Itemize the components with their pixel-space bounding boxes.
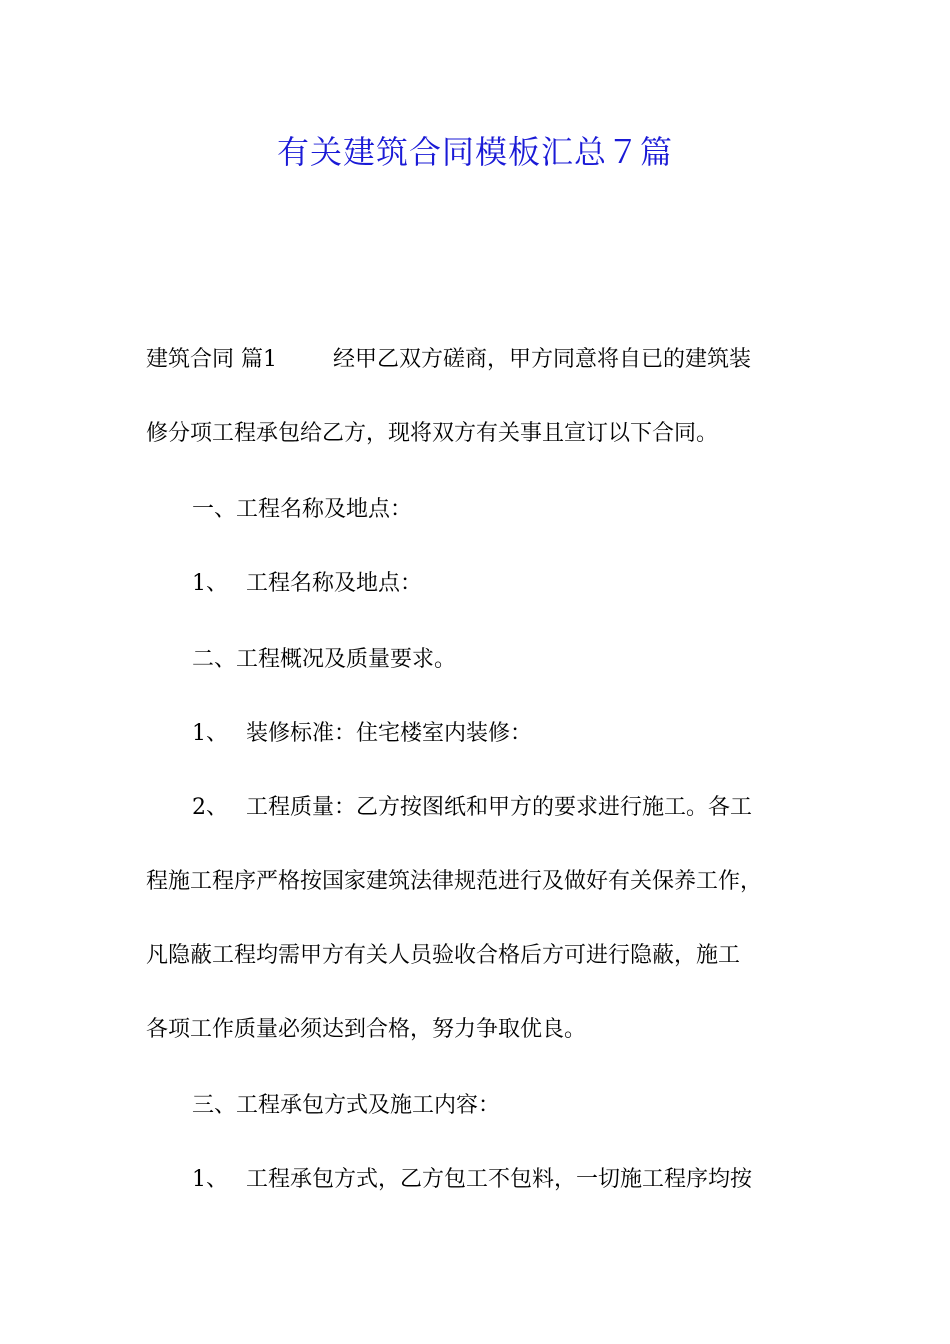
item-text: 工程承包方式，乙方包工不包料，一切施工程序均按 [246,1167,753,1192]
section-1-item-1 [192,566,892,602]
intro-line-1 [146,342,846,378]
intro-line-2: 修分项工程承包给乙方，现将双方有关事且宣订以下合同。 [146,421,719,446]
section-1-heading: 一、工程名称及地点： [192,497,413,522]
section-2-item-2-line-4: 各项工作质量必须达到合格，努力争取优良。 [146,1017,587,1042]
section-3-heading: 三、工程承包方式及施工内容： [192,1093,501,1118]
item-number: 1、 [192,571,228,596]
section-3-item-1 [192,1162,892,1198]
section-label: 建筑合同 篇1 [146,347,277,372]
item-text: 工程名称及地点： [246,571,423,596]
intro-text-1: 经甲乙双方磋商，甲方同意将自已的建筑装 [333,347,752,372]
section-2-item-2-line-2: 程施工程序严格按国家建筑法律规范进行及做好有关保养工作， [146,869,763,894]
section-2-item-2-line-3: 凡隐蔽工程均需甲方有关人员验收合格后方可进行隐蔽，施工 [146,943,741,968]
item-text: 工程质量：乙方按图纸和甲方的要求进行施工。各工 [246,795,753,820]
section-2-item-1 [192,716,892,752]
item-number: 2、 [192,795,228,820]
section-2-item-2-line-1 [192,790,892,826]
section-2-heading: 二、工程概况及质量要求。 [192,647,457,672]
page-title: 有关建筑合同模板汇总７篇 [276,133,673,171]
item-number: 1、 [192,721,228,746]
item-text: 装修标准：住宅楼室内装修： [246,721,533,746]
item-number: 1、 [192,1167,228,1192]
